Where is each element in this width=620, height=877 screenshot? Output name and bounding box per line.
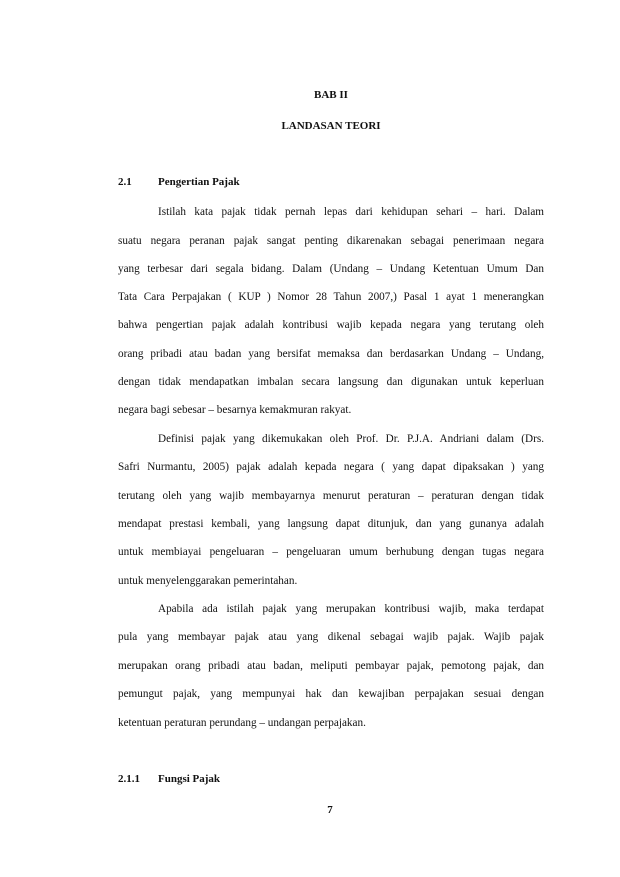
subsection-title: Fungsi Pajak [158, 773, 221, 785]
section-heading [118, 176, 240, 188]
paragraph-line: mendapat prestasi kembali, yang langsung dapat ditunjuk, dan yang gunanya adalah [118, 518, 544, 530]
paragraph-line: untuk menyelenggarakan pemerintahan. [118, 575, 298, 587]
paragraph-line: bahwa pengertian pajak adalah kontribusi wajib kepada negara yang terutang oleh [118, 319, 544, 331]
paragraph-line: orang pribadi atau badan yang bersifat memaksa dan berdasarkan Undang – Undang, [118, 348, 544, 360]
paragraph-line: suatu negara peranan pajak sangat penting dikarenakan sebagai penerimaan negara [118, 235, 544, 247]
chapter-title: LANDASAN TEORI [281, 120, 381, 132]
page-number: 7 [327, 804, 333, 816]
paragraph-line: pemungut pajak, yang mempunyai hak dan kewajiban perpajakan sesuai dengan [118, 688, 544, 700]
paragraph-line: Apabila ada istilah pajak yang merupakan kontribusi wajib, maka terdapat [158, 603, 544, 615]
section-title: Pengertian Pajak [158, 176, 240, 188]
paragraph-line: Safri Nurmantu, 2005) pajak adalah kepada negara ( yang dapat dipaksakan ) yang [118, 461, 544, 473]
paragraph-line: Tata Cara Perpajakan ( KUP ) Nomor 28 Tahun 2007,) Pasal 1 ayat 1 menerangkan [118, 291, 544, 303]
paragraph-line: merupakan orang pribadi atau badan, meliputi pembayar pajak, pemotong pajak, dan [118, 660, 544, 672]
paragraph-line: pula yang membayar pajak atau yang dikenal sebagai wajib pajak. Wajib pajak [118, 631, 544, 643]
paragraph-line: Definisi pajak yang dikemukakan oleh Prof. Dr. P.J.A. Andriani dalam (Drs. [158, 433, 544, 445]
paragraph-line: untuk membiayai pengeluaran – pengeluaran umum berhubung dengan tugas negara [118, 546, 544, 558]
paragraph-line: terutang oleh yang wajib membayarnya menurut peraturan – peraturan dengan tidak [118, 490, 544, 502]
section-number: 2.1 [118, 176, 132, 188]
paragraph-line: negara bagi sebesar – besarnya kemakmuran rakyat. [118, 404, 352, 416]
subsection-heading [118, 773, 220, 785]
paragraph-line: dengan tidak mendapatkan imbalan secara langsung dan digunakan untuk keperluan [118, 376, 544, 388]
chapter-label: BAB II [314, 89, 348, 101]
paragraph-line: Istilah kata pajak tidak pernah lepas dari kehidupan sehari – hari. Dalam [158, 206, 544, 218]
paragraph-line: ketentuan peraturan perundang – undangan perpajakan. [118, 717, 366, 729]
paragraph-line: yang terbesar dari segala bidang. Dalam (Undang – Undang Ketentuan Umum Dan [118, 263, 544, 275]
subsection-number: 2.1.1 [118, 773, 140, 785]
